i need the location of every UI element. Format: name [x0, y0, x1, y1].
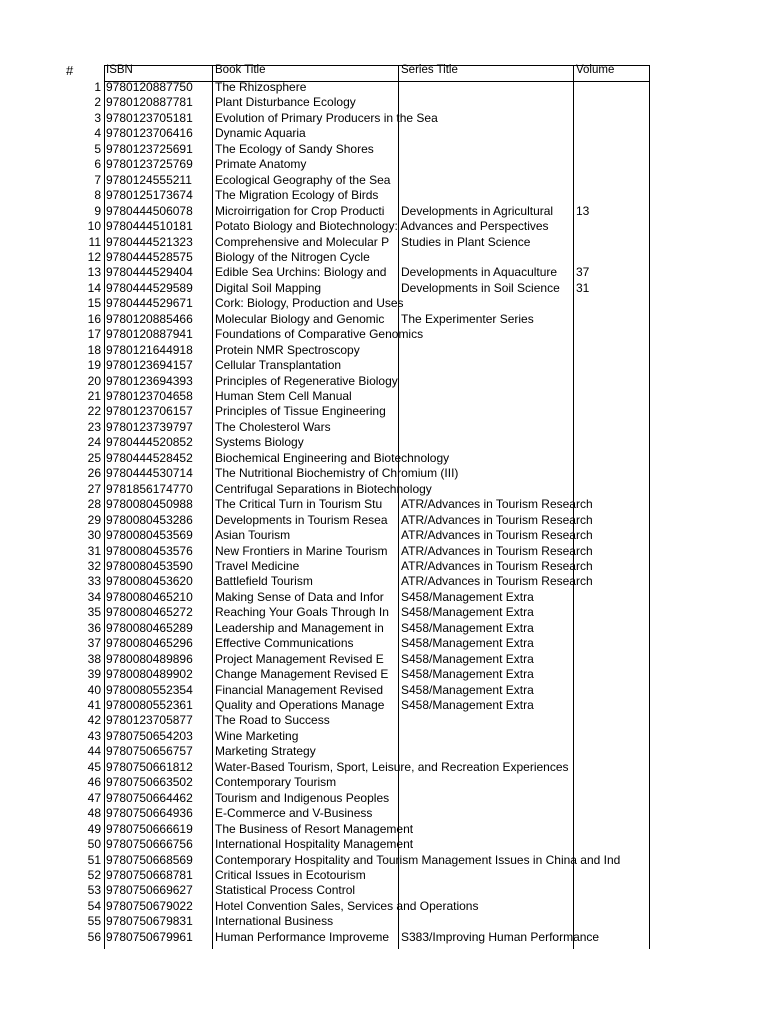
isbn-cell: 9780750663502 — [106, 775, 193, 790]
table-row — [0, 374, 768, 389]
series-title-cell: Developments in Soil Science — [401, 280, 560, 295]
row-number: 22 — [87, 404, 101, 419]
table-row — [0, 80, 768, 95]
series-title-cell: ATR/Advances in Tourism Research — [401, 543, 593, 558]
row-number: 19 — [87, 358, 101, 373]
volume-cell: 13 — [576, 203, 590, 218]
table-row — [0, 126, 768, 141]
row-number: 12 — [87, 249, 101, 264]
row-number: 42 — [87, 713, 101, 728]
book-title-cell: Tourism and Indigenous Peoples — [215, 790, 390, 805]
row-number: 53 — [87, 883, 101, 898]
table-row — [0, 173, 768, 188]
table-row — [0, 157, 768, 172]
table-row — [0, 713, 768, 728]
row-number: 14 — [87, 280, 101, 295]
table-row — [0, 235, 768, 250]
row-number: 13 — [87, 265, 101, 280]
row-number: 31 — [87, 543, 101, 558]
row-number: 11 — [88, 234, 101, 249]
series-title-column-header: Series Title — [401, 64, 458, 76]
row-number: 2 — [94, 95, 101, 110]
table-row — [0, 698, 768, 713]
isbn-cell: 9780750664936 — [106, 806, 193, 821]
row-number: 51 — [87, 852, 101, 867]
isbn-cell: 9780080489902 — [106, 667, 193, 682]
book-title-cell: Primate Anatomy — [215, 157, 307, 172]
book-title-cell: Biology of the Nitrogen Cycle — [215, 249, 370, 264]
isbn-cell: 9780123725769 — [106, 157, 193, 172]
isbn-cell: 9780125173674 — [106, 188, 193, 203]
row-number: 52 — [87, 867, 101, 882]
isbn-cell: 9780080453576 — [106, 543, 193, 558]
table-row — [0, 621, 768, 636]
row-number: 47 — [87, 790, 101, 805]
row-number: 20 — [87, 373, 101, 388]
isbn-cell: 9780750679831 — [106, 914, 193, 929]
series-title-cell: S458/Management Extra — [401, 589, 534, 604]
table-row — [0, 636, 768, 651]
volume-cell: 31 — [576, 280, 590, 295]
table-row — [0, 899, 768, 914]
table-row — [0, 204, 768, 219]
row-number: 29 — [87, 512, 101, 527]
table-row — [0, 806, 768, 821]
row-number: 54 — [87, 898, 101, 913]
row-number: 26 — [87, 466, 101, 481]
isbn-cell: 9780123706157 — [106, 404, 193, 419]
isbn-cell: 9780123725691 — [106, 141, 193, 156]
table-row — [0, 528, 768, 543]
table-row — [0, 822, 768, 837]
isbn-cell: 9780444529671 — [106, 296, 193, 311]
series-title-cell: S458/Management Extra — [401, 667, 534, 682]
row-number: 8 — [94, 188, 101, 203]
row-number: 24 — [87, 435, 101, 450]
book-title-cell: Effective Communications — [215, 636, 354, 651]
table-row — [0, 435, 768, 450]
row-number: 46 — [87, 775, 101, 790]
table-row — [0, 760, 768, 775]
row-number: 1 — [94, 80, 101, 94]
book-title-cell: Edible Sea Urchins: Biology and — [215, 265, 387, 280]
book-title-cell: Developments in Tourism Resea — [215, 512, 388, 527]
table-row — [0, 188, 768, 203]
table-row — [0, 590, 768, 605]
isbn-cell: 9780080465210 — [106, 589, 193, 604]
table-row — [0, 466, 768, 481]
isbn-cell: 9780123704658 — [106, 389, 193, 403]
book-title-cell: Change Management Revised E — [215, 667, 389, 682]
book-title-cell: Dynamic Aquaria — [215, 126, 306, 141]
table-row — [0, 358, 768, 373]
book-title-cell: Contemporary Tourism — [215, 775, 337, 790]
row-number: 44 — [87, 744, 101, 759]
table-row — [0, 327, 768, 342]
row-number: 40 — [87, 682, 101, 697]
book-title-cell: The Migration Ecology of Birds — [215, 188, 379, 203]
book-title-cell: Battlefield Tourism — [215, 574, 313, 589]
table-row — [0, 482, 768, 497]
row-number: 23 — [87, 419, 101, 434]
table-row — [0, 404, 768, 419]
table-row — [0, 343, 768, 358]
table-row — [0, 791, 768, 806]
book-title-cell: Human Stem Cell Manual — [215, 389, 352, 403]
series-title-cell: S458/Management Extra — [401, 698, 534, 712]
row-number: 38 — [87, 651, 101, 666]
isbn-cell: 9780080465272 — [106, 605, 193, 620]
book-title-cell: Reaching Your Goals Through In — [215, 605, 389, 620]
book-title-cell: Principles of Tissue Engineering — [215, 404, 386, 419]
book-title-cell: Asian Tourism — [215, 528, 291, 543]
book-title-cell: Project Management Revised E — [215, 651, 384, 666]
table-row — [0, 744, 768, 759]
row-number: 9 — [94, 203, 101, 218]
isbn-cell: 9780120887750 — [106, 80, 193, 94]
isbn-cell: 9780080465289 — [106, 620, 193, 635]
book-title-cell: Statistical Process Control — [215, 883, 356, 898]
table-row — [0, 914, 768, 929]
table-row — [0, 683, 768, 698]
isbn-cell: 9781856174770 — [106, 481, 193, 496]
isbn-cell: 9780750661812 — [106, 759, 193, 774]
book-title-cell: Microirrigation for Crop Producti — [215, 203, 385, 218]
series-title-cell: Developments in Agricultural — [401, 203, 554, 218]
isbn-cell: 9780444506078 — [106, 203, 193, 218]
isbn-cell: 9780120887941 — [106, 327, 193, 342]
isbn-cell: 9780750668781 — [106, 867, 193, 882]
row-number: 32 — [87, 558, 101, 573]
isbn-column-header: ISBN — [106, 64, 133, 76]
row-number: 33 — [87, 574, 101, 589]
table-row — [0, 775, 768, 790]
isbn-cell: 9780123694393 — [106, 373, 193, 388]
book-title-cell: Leadership and Management in — [215, 620, 384, 635]
row-number: 16 — [87, 311, 101, 326]
table-row — [0, 667, 768, 682]
book-title-cell: Biochemical Engineering and Biotechnology — [215, 450, 450, 465]
isbn-cell: 9780080453620 — [106, 574, 193, 589]
isbn-cell: 9780444528452 — [106, 450, 193, 465]
table-row — [0, 513, 768, 528]
header-row — [0, 63, 768, 78]
book-title-cell: Water-Based Tourism, Sport, Leisure, and Recreation Experiences — [215, 759, 569, 774]
table-row — [0, 574, 768, 589]
table-row — [0, 544, 768, 559]
isbn-cell: 9780750666756 — [106, 837, 193, 852]
series-title-cell: ATR/Advances in Tourism Research — [401, 528, 593, 543]
book-title-cell: The Ecology of Sandy Shores — [215, 141, 374, 156]
isbn-cell: 9780750679961 — [106, 929, 193, 944]
series-title-cell: S458/Management Extra — [401, 682, 534, 697]
row-number: 41 — [87, 698, 101, 712]
row-number: 5 — [94, 141, 101, 156]
book-title-cell: Digital Soil Mapping — [215, 280, 322, 295]
row-number: 36 — [87, 620, 101, 635]
book-title-cell: Principles of Regenerative Biology — [215, 373, 398, 388]
isbn-cell: 9780444529589 — [106, 280, 193, 295]
book-title-cell: Hotel Convention Sales, Services and Operations — [215, 898, 479, 913]
book-title-cell: Travel Medicine — [215, 558, 300, 573]
row-number: 18 — [87, 342, 101, 357]
table-row — [0, 883, 768, 898]
series-title-cell: Studies in Plant Science — [401, 234, 531, 249]
row-number: 21 — [87, 389, 101, 403]
row-number: 49 — [87, 821, 101, 836]
book-title-cell: Protein NMR Spectroscopy — [215, 342, 360, 357]
table-row — [0, 652, 768, 667]
isbn-cell: 9780750679022 — [106, 898, 193, 913]
isbn-cell: 9780123739797 — [106, 419, 193, 434]
isbn-cell: 9780444521323 — [106, 234, 193, 249]
table-row — [0, 930, 768, 945]
isbn-cell: 9780123705877 — [106, 713, 193, 728]
row-number: 50 — [87, 837, 101, 852]
isbn-cell: 9780123706416 — [106, 126, 193, 141]
series-title-cell: S458/Management Extra — [401, 636, 534, 651]
table-row — [0, 837, 768, 852]
book-title-cell: Cellular Transplantation — [215, 358, 342, 373]
isbn-cell: 9780750666619 — [106, 821, 193, 836]
book-title-cell: Cork: Biology, Production and Uses — [215, 296, 404, 311]
isbn-cell: 9780080453569 — [106, 528, 193, 543]
series-title-cell: The Experimenter Series — [401, 311, 534, 326]
book-title-cell: Potato Biology and Biotechnology: Advances and Perspectives — [215, 219, 549, 234]
row-number: 3 — [94, 110, 101, 125]
book-title-cell: The Critical Turn in Tourism Stu — [215, 497, 383, 512]
book-title-cell: New Frontiers in Marine Tourism — [215, 543, 388, 558]
series-title-cell: ATR/Advances in Tourism Research — [401, 497, 593, 512]
book-title-cell: Contemporary Hospitality and Tourism Management Issues in China and Ind — [215, 852, 621, 867]
book-title-cell: Centrifugal Separations in Biotechnology — [215, 481, 432, 496]
isbn-cell: 9780080552361 — [106, 698, 193, 712]
row-number-header: # — [66, 63, 74, 78]
isbn-cell: 9780750664462 — [106, 790, 193, 805]
book-title-cell: Systems Biology — [215, 435, 304, 450]
table-row — [0, 389, 768, 404]
book-title-cell: Quality and Operations Manage — [215, 698, 385, 712]
table-row — [0, 605, 768, 620]
book-title-cell: Human Performance Improveme — [215, 929, 390, 944]
isbn-cell: 9780750668569 — [106, 852, 193, 867]
row-number: 7 — [94, 172, 101, 187]
row-number: 10 — [87, 219, 101, 234]
table-row — [0, 451, 768, 466]
isbn-cell: 9780444530714 — [106, 466, 193, 481]
row-number: 6 — [94, 157, 101, 172]
table-row — [0, 420, 768, 435]
row-number: 35 — [87, 605, 101, 620]
volume-column-header: Volume — [576, 64, 615, 76]
row-number: 43 — [87, 728, 101, 743]
book-title-cell: Marketing Strategy — [215, 744, 316, 759]
row-number: 30 — [87, 528, 101, 543]
series-title-cell: Developments in Aquaculture — [401, 265, 558, 280]
series-title-cell: S458/Management Extra — [401, 605, 534, 620]
book-title-cell: The Rhizosphere — [215, 80, 307, 94]
series-title-cell: ATR/Advances in Tourism Research — [401, 574, 593, 589]
table-row — [0, 281, 768, 296]
series-title-cell: S458/Management Extra — [401, 651, 534, 666]
book-title-cell: Critical Issues in Ecotourism — [215, 867, 366, 882]
isbn-cell: 9780124555211 — [106, 172, 192, 187]
row-number: 28 — [87, 497, 101, 512]
table-row — [0, 219, 768, 234]
table-row — [0, 111, 768, 126]
isbn-cell: 9780750654203 — [106, 728, 193, 743]
volume-cell: 37 — [576, 265, 590, 280]
row-number: 34 — [87, 589, 101, 604]
isbn-cell: 9780444520852 — [106, 435, 193, 450]
book-title-cell: Molecular Biology and Genomic — [215, 311, 385, 326]
row-number: 56 — [87, 929, 101, 944]
book-title-cell: International Business — [215, 914, 334, 929]
table-row — [0, 868, 768, 883]
table-row — [0, 95, 768, 110]
table-row — [0, 142, 768, 157]
book-title-cell: International Hospitality Management — [215, 837, 414, 852]
book-title-cell: Making Sense of Data and Infor — [215, 589, 384, 604]
row-number: 27 — [87, 481, 101, 496]
isbn-cell: 9780444510181 — [106, 219, 193, 234]
series-title-cell: S383/Improving Human Performance — [401, 929, 600, 944]
row-number: 45 — [87, 759, 101, 774]
isbn-cell: 9780121644918 — [106, 342, 193, 357]
table-row — [0, 497, 768, 512]
book-title-cell: The Cholesterol Wars — [215, 419, 331, 434]
book-title-cell: The Road to Success — [215, 713, 330, 728]
row-number: 55 — [87, 914, 101, 929]
table-row — [0, 312, 768, 327]
book-title-cell: The Nutritional Biochemistry of Chromium (III) — [215, 466, 459, 481]
isbn-cell: 9780080453286 — [106, 512, 193, 527]
book-title-cell: Foundations of Comparative Genomics — [215, 327, 424, 342]
isbn-cell: 9780444528575 — [106, 249, 193, 264]
row-number: 25 — [87, 450, 101, 465]
series-title-cell: S458/Management Extra — [401, 620, 534, 635]
book-title-cell: Wine Marketing — [215, 728, 299, 743]
isbn-cell: 9780444529404 — [106, 265, 193, 280]
isbn-cell: 9780080465296 — [106, 636, 193, 651]
row-number: 48 — [87, 806, 101, 821]
book-title-cell: The Business of Resort Management — [215, 821, 414, 836]
table-row — [0, 250, 768, 265]
isbn-cell: 9780080450988 — [106, 497, 193, 512]
isbn-cell: 9780123705181 — [106, 110, 193, 125]
book-title-column-header: Book Title — [215, 64, 266, 76]
series-title-cell: ATR/Advances in Tourism Research — [401, 512, 593, 527]
table-row — [0, 853, 768, 868]
isbn-cell: 9780080453590 — [106, 558, 193, 573]
isbn-cell: 9780080489896 — [106, 651, 193, 666]
isbn-cell: 9780080552354 — [106, 682, 193, 697]
series-title-cell: ATR/Advances in Tourism Research — [401, 558, 593, 573]
row-number: 39 — [87, 667, 101, 682]
row-number: 4 — [94, 126, 101, 141]
book-title-cell: E-Commerce and V-Business — [215, 806, 373, 821]
table-row — [0, 729, 768, 744]
book-title-cell: Evolution of Primary Producers in the Sea — [215, 110, 438, 125]
isbn-cell: 9780120887781 — [106, 95, 193, 110]
book-title-cell: Comprehensive and Molecular P — [215, 234, 390, 249]
isbn-cell: 9780120885466 — [106, 311, 193, 326]
row-number: 37 — [87, 636, 101, 651]
book-title-cell: Ecological Geography of the Sea — [215, 172, 391, 187]
row-number: 15 — [87, 296, 101, 311]
book-title-cell: Financial Management Revised — [215, 682, 384, 697]
isbn-cell: 9780123694157 — [106, 358, 193, 373]
row-number: 17 — [87, 327, 101, 342]
isbn-cell: 9780750669627 — [106, 883, 193, 898]
book-title-cell: Plant Disturbance Ecology — [215, 95, 356, 110]
isbn-cell: 9780750656757 — [106, 744, 193, 759]
table-row — [0, 296, 768, 311]
table-row — [0, 265, 768, 280]
table-row — [0, 559, 768, 574]
